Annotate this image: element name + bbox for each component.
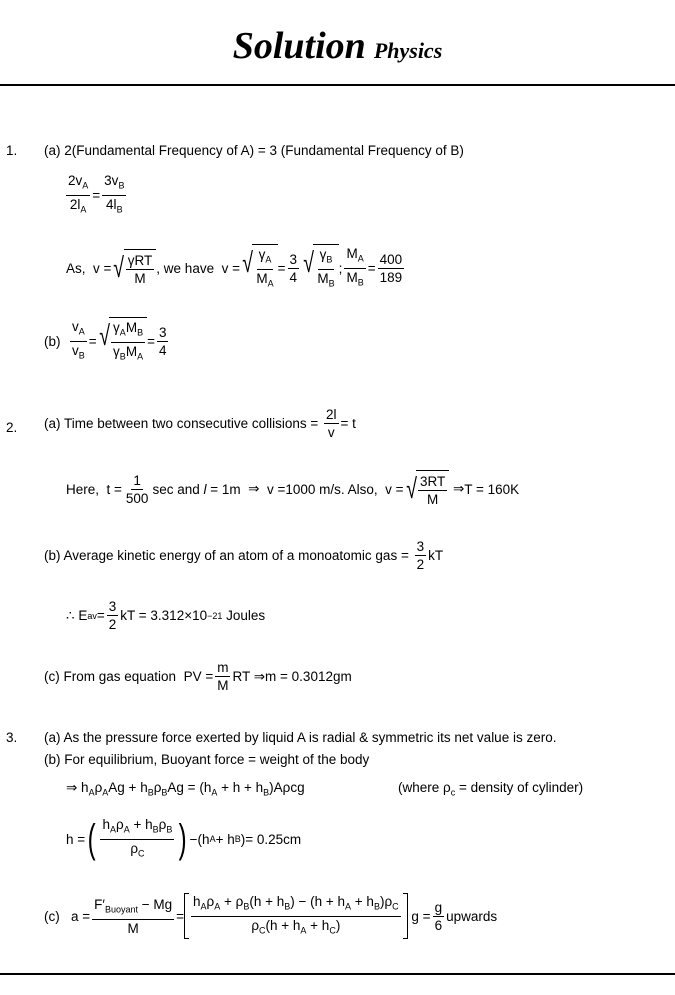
q3-c-equation: (c) a = $\frac{F'_{Buoyant} - Mg}{M}$ = $\frac{h_A\rho_A + \rho_B(h + h_B) - (h + h_A + h_B)\rho_C}{\rho_C(h + h_A + h_C)}$ g = $\frac{g}{6}$ upwards (44, 893, 497, 939)
q2-c-result: m = 0.3012gm (265, 669, 352, 684)
q2-c-line: (c) From gas equation PV = $\frac{m}{M}$ RT ⇒ m = 0.3012gm (44, 660, 352, 693)
q2-eav-unit: Joules (226, 608, 266, 623)
q1-b-label: (b) (44, 333, 61, 349)
q1-b-result-den: 4 (158, 342, 167, 358)
q2-eav-value: kT = 3.312×10 (120, 608, 208, 623)
q2-b-text: (b) Average kinetic energy of an atom of a monoatomic gas = (44, 548, 409, 563)
page-title (0, 24, 675, 68)
q1-velocity-equation: As, v = √ $\frac{\text{γRT}}{M}$ , we have v = √ $\frac{\gamma_A}{M_A}$ = $\frac{3}{4}$ √ $\frac{\gamma_B}{M_B}$ ; $\frac{M_A}{M_B}$ = $\frac{400}{189}$ (66, 244, 406, 292)
q1-result-den: 189 (379, 269, 403, 285)
title-sub: Physics (373, 38, 443, 63)
q3-where-note: (where $\rho_c$ = density of cylinder) (398, 780, 584, 798)
q1-we-have: , we have (156, 260, 215, 276)
q3-where-text: (where (398, 780, 440, 795)
q2-a-text: (a) Time between two consecutive collisions = (44, 416, 319, 431)
q2-number: 2. (6, 420, 18, 435)
q3-where-rest: = density of cylinder) (458, 780, 584, 795)
q1-number: 1. (6, 143, 18, 158)
top-rule (0, 84, 675, 86)
q3-equilibrium-equation: ⇒ $h_A\rho_AAg + h_B\rho_BAg = (h_A + h + h_B)A\rho cg$ (66, 780, 305, 798)
title-main: Solution (232, 25, 366, 67)
q3-a-text: (a) As the pressure force exerted by liquid A is radial & symmetric its net value is zero. (44, 730, 557, 745)
q2-eav-line: ∴ E av = $\frac{3}{2}$ kT = 3.312×10 −21 Joules (66, 599, 266, 632)
q2-sec-text: sec and (152, 481, 200, 497)
q2-here-line: Here, t = $\frac{1}{500}$ sec and l = 1m ⇒ v =1000 m/s. Also, v = √ $\frac{3RT}{M}$ ⇒ T = 160K (66, 470, 519, 508)
q1-result-num: 400 (379, 251, 403, 267)
q2-a-line: (a) Time between two consecutive collisions = $\frac{2l}{v}$ = t (44, 407, 356, 440)
q2-c-text: (c) From gas equation (44, 669, 177, 684)
q1-a-text: (a) 2(Fundamental Frequency of A) = 3 (Fundamental Frequency of B) (44, 143, 464, 158)
q2-eav-exp: −21 (207, 610, 223, 621)
q2-v-text: v =1000 m/s. Also, (266, 481, 378, 497)
q2-b-line: (b) Average kinetic energy of an atom of a monoatomic gas = $\frac{3}{2}$ kT (44, 539, 444, 572)
q3-h-equation: h = ( $\frac{h_A\rho_A + h_B\rho_B}{\rho_C}$ ) −(h A + h B ) = 0.25cm (66, 817, 302, 862)
q1-as-label: As, (66, 260, 86, 276)
q2-here-text: Here, (66, 481, 100, 497)
q3-upwards: upwards (446, 908, 498, 924)
q2-T-text: T = 160K (464, 481, 520, 497)
q3-c-label: (c) (44, 908, 60, 924)
q1-ratio-equation: $\frac{2v_A}{2l_A}$ = $\frac{3v_B}{4l_B}$ (68, 173, 125, 215)
q2-l-text: = 1m (210, 481, 241, 497)
q1-b-equation: (b) $\frac{v_A}{v_B}$ = √ $\frac{\gamma_AM_B}{\gamma_BM_A}$ = $\frac{3}{4}$ (44, 317, 170, 365)
q3-number: 3. (6, 730, 18, 745)
q3-b-text: (b) For equilibrium, Buoyant force = weight of the body (44, 752, 370, 767)
q1-b-result-num: 3 (158, 324, 167, 340)
q3-h-result: = 0.25cm (245, 831, 302, 847)
bottom-rule (0, 973, 675, 975)
